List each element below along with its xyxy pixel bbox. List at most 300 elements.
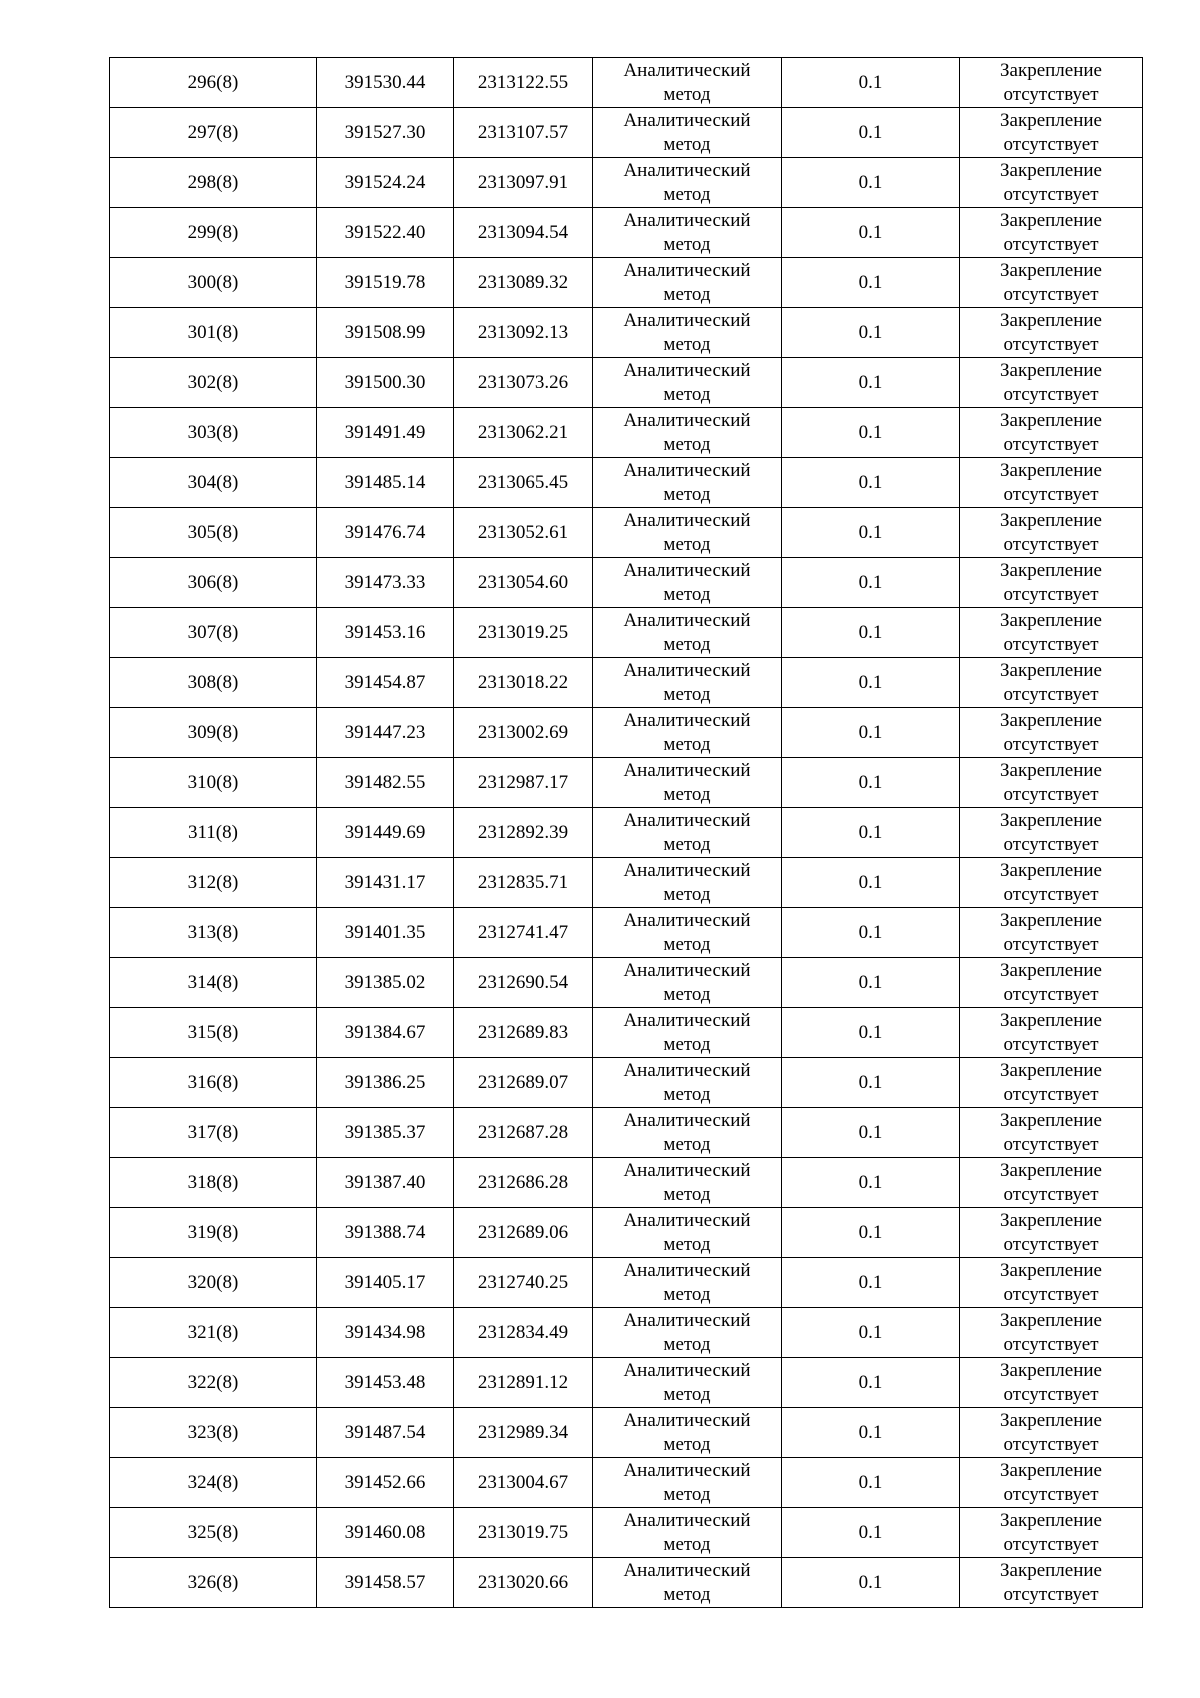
fixation-cell-text: Закрепление отсутствует (1000, 759, 1102, 805)
y-coordinate-cell-text: 2312689.83 (477, 1021, 569, 1043)
point-number-cell (110, 1208, 317, 1258)
x-coordinate-cell (317, 1458, 454, 1508)
x-coordinate-cell (317, 658, 454, 708)
point-number-cell (110, 1358, 317, 1408)
fixation-cell-text: Закрепление отсутствует (1000, 309, 1102, 355)
x-coordinate-cell-text: 391522.40 (344, 221, 426, 243)
table-row (110, 308, 1143, 358)
fixation-cell (960, 758, 1143, 808)
method-cell (593, 1208, 782, 1258)
fixation-cell-text: Закрепление отсутствует (1000, 159, 1102, 205)
x-coordinate-cell-text: 391385.02 (344, 971, 426, 993)
point-number-cell-text: 317(8) (187, 1121, 239, 1143)
y-coordinate-cell-text: 2313020.66 (477, 1571, 569, 1593)
accuracy-cell (782, 58, 960, 108)
accuracy-cell (782, 1558, 960, 1608)
table-row (110, 858, 1143, 908)
coordinates-table (109, 57, 1143, 1608)
y-coordinate-cell-text: 2313062.21 (477, 421, 569, 443)
x-coordinate-cell-text: 391482.55 (344, 771, 426, 793)
fixation-cell (960, 658, 1143, 708)
fixation-cell (960, 558, 1143, 608)
accuracy-cell (782, 108, 960, 158)
point-number-cell-text: 313(8) (187, 921, 239, 943)
method-cell-text: Аналитический метод (623, 109, 751, 155)
y-coordinate-cell (454, 1008, 593, 1058)
x-coordinate-cell-text: 391519.78 (344, 271, 426, 293)
x-coordinate-cell-text: 391405.17 (344, 1271, 426, 1293)
point-number-cell-text: 305(8) (187, 521, 239, 543)
fixation-cell (960, 1158, 1143, 1208)
accuracy-cell (782, 1108, 960, 1158)
point-number-cell (110, 1258, 317, 1308)
fixation-cell-text: Закрепление отсутствует (1000, 1559, 1102, 1605)
accuracy-cell-text: 0.1 (858, 1121, 883, 1143)
y-coordinate-cell-text: 2313052.61 (477, 521, 569, 543)
point-number-cell-text: 312(8) (187, 871, 239, 893)
x-coordinate-cell (317, 308, 454, 358)
method-cell-text: Аналитический метод (623, 59, 751, 105)
point-number-cell-text: 308(8) (187, 671, 239, 693)
y-coordinate-cell-text: 2312686.28 (477, 1171, 569, 1193)
table-row (110, 1508, 1143, 1558)
fixation-cell-text: Закрепление отсутствует (1000, 809, 1102, 855)
y-coordinate-cell (454, 608, 593, 658)
fixation-cell-text: Закрепление отсутствует (1000, 1359, 1102, 1405)
accuracy-cell-text: 0.1 (858, 1521, 883, 1543)
x-coordinate-cell-text: 391524.24 (344, 171, 426, 193)
x-coordinate-cell (317, 1558, 454, 1608)
fixation-cell-text: Закрепление отсутствует (1000, 609, 1102, 655)
method-cell-text: Аналитический метод (623, 609, 751, 655)
method-cell (593, 1408, 782, 1458)
y-coordinate-cell (454, 708, 593, 758)
method-cell (593, 358, 782, 408)
y-coordinate-cell-text: 2312687.28 (477, 1121, 569, 1143)
accuracy-cell (782, 958, 960, 1008)
fixation-cell (960, 1458, 1143, 1508)
y-coordinate-cell (454, 558, 593, 608)
x-coordinate-cell (317, 1058, 454, 1108)
y-coordinate-cell-text: 2313092.13 (477, 321, 569, 343)
fixation-cell (960, 108, 1143, 158)
y-coordinate-cell (454, 58, 593, 108)
point-number-cell-text: 296(8) (187, 71, 239, 93)
fixation-cell-text: Закрепление отсутствует (1000, 259, 1102, 305)
x-coordinate-cell (317, 1408, 454, 1458)
method-cell-text: Аналитический метод (623, 159, 751, 205)
fixation-cell-text: Закрепление отсутствует (1000, 1059, 1102, 1105)
point-number-cell (110, 558, 317, 608)
fixation-cell-text: Закрепление отсутствует (1000, 1009, 1102, 1055)
table-row (110, 1558, 1143, 1608)
x-coordinate-cell-text: 391530.44 (344, 71, 426, 93)
fixation-cell (960, 1208, 1143, 1258)
table-row (110, 958, 1143, 1008)
fixation-cell (960, 458, 1143, 508)
x-coordinate-cell-text: 391527.30 (344, 121, 426, 143)
point-number-cell-text: 316(8) (187, 1071, 239, 1093)
fixation-cell (960, 258, 1143, 308)
x-coordinate-cell (317, 358, 454, 408)
x-coordinate-cell-text: 391385.37 (344, 1121, 426, 1143)
accuracy-cell (782, 158, 960, 208)
x-coordinate-cell (317, 758, 454, 808)
fixation-cell-text: Закрепление отсутствует (1000, 409, 1102, 455)
method-cell-text: Аналитический метод (623, 359, 751, 405)
method-cell (593, 458, 782, 508)
x-coordinate-cell-text: 391401.35 (344, 921, 426, 943)
point-number-cell-text: 322(8) (187, 1371, 239, 1393)
fixation-cell-text: Закрепление отсутствует (1000, 59, 1102, 105)
point-number-cell (110, 958, 317, 1008)
method-cell-text: Аналитический метод (623, 1159, 751, 1205)
accuracy-cell-text: 0.1 (858, 1321, 883, 1343)
fixation-cell (960, 1058, 1143, 1108)
method-cell-text: Аналитический метод (623, 1209, 751, 1255)
point-number-cell-text: 311(8) (188, 821, 238, 843)
point-number-cell (110, 1508, 317, 1558)
y-coordinate-cell (454, 758, 593, 808)
table-row (110, 1058, 1143, 1108)
y-coordinate-cell (454, 1558, 593, 1608)
y-coordinate-cell (454, 1108, 593, 1158)
table-row (110, 708, 1143, 758)
method-cell (593, 808, 782, 858)
accuracy-cell-text: 0.1 (858, 1571, 883, 1593)
point-number-cell (110, 608, 317, 658)
x-coordinate-cell (317, 158, 454, 208)
table-row (110, 808, 1143, 858)
y-coordinate-cell-text: 2312989.34 (477, 1421, 569, 1443)
y-coordinate-cell-text: 2312740.25 (477, 1271, 569, 1293)
accuracy-cell-text: 0.1 (858, 371, 883, 393)
point-number-cell-text: 326(8) (187, 1571, 239, 1593)
y-coordinate-cell-text: 2313019.25 (477, 621, 569, 643)
accuracy-cell-text: 0.1 (858, 521, 883, 543)
y-coordinate-cell (454, 1308, 593, 1358)
x-coordinate-cell-text: 391452.66 (344, 1471, 426, 1493)
x-coordinate-cell (317, 1158, 454, 1208)
point-number-cell-text: 301(8) (187, 321, 239, 343)
accuracy-cell (782, 1508, 960, 1558)
point-number-cell (110, 458, 317, 508)
fixation-cell-text: Закрепление отсутствует (1000, 1159, 1102, 1205)
point-number-cell (110, 1108, 317, 1158)
table-row (110, 1158, 1143, 1208)
point-number-cell-text: 321(8) (187, 1321, 239, 1343)
fixation-cell-text: Закрепление отсутствует (1000, 1459, 1102, 1505)
accuracy-cell-text: 0.1 (858, 821, 883, 843)
accuracy-cell-text: 0.1 (858, 971, 883, 993)
y-coordinate-cell-text: 2312741.47 (477, 921, 569, 943)
method-cell-text: Аналитический метод (623, 1259, 751, 1305)
fixation-cell (960, 1558, 1143, 1608)
y-coordinate-cell-text: 2313089.32 (477, 271, 569, 293)
accuracy-cell-text: 0.1 (858, 921, 883, 943)
point-number-cell-text: 309(8) (187, 721, 239, 743)
y-coordinate-cell (454, 158, 593, 208)
x-coordinate-cell (317, 1308, 454, 1358)
x-coordinate-cell (317, 258, 454, 308)
method-cell (593, 1108, 782, 1158)
fixation-cell (960, 58, 1143, 108)
method-cell-text: Аналитический метод (623, 1509, 751, 1555)
y-coordinate-cell (454, 208, 593, 258)
y-coordinate-cell (454, 858, 593, 908)
y-coordinate-cell (454, 508, 593, 558)
y-coordinate-cell (454, 1508, 593, 1558)
x-coordinate-cell (317, 808, 454, 858)
accuracy-cell-text: 0.1 (858, 1471, 883, 1493)
method-cell (593, 208, 782, 258)
y-coordinate-cell-text: 2313004.67 (477, 1471, 569, 1493)
x-coordinate-cell-text: 391487.54 (344, 1421, 426, 1443)
y-coordinate-cell-text: 2313065.45 (477, 471, 569, 493)
table-row (110, 1208, 1143, 1258)
point-number-cell (110, 1158, 317, 1208)
point-number-cell-text: 300(8) (187, 271, 239, 293)
accuracy-cell (782, 1408, 960, 1458)
fixation-cell-text: Закрепление отсутствует (1000, 1409, 1102, 1455)
y-coordinate-cell (454, 108, 593, 158)
accuracy-cell-text: 0.1 (858, 1021, 883, 1043)
fixation-cell (960, 1108, 1143, 1158)
x-coordinate-cell-text: 391386.25 (344, 1071, 426, 1093)
x-coordinate-cell-text: 391476.74 (344, 521, 426, 543)
fixation-cell (960, 308, 1143, 358)
method-cell-text: Аналитический метод (623, 909, 751, 955)
table-row (110, 258, 1143, 308)
coordinates-table-body (110, 58, 1143, 1608)
point-number-cell-text: 299(8) (187, 221, 239, 243)
fixation-cell-text: Закрепление отсутствует (1000, 909, 1102, 955)
x-coordinate-cell-text: 391387.40 (344, 1171, 426, 1193)
accuracy-cell-text: 0.1 (858, 871, 883, 893)
x-coordinate-cell-text: 391485.14 (344, 471, 426, 493)
table-row (110, 408, 1143, 458)
point-number-cell (110, 858, 317, 908)
method-cell (593, 1508, 782, 1558)
x-coordinate-cell-text: 391500.30 (344, 371, 426, 393)
point-number-cell-text: 303(8) (187, 421, 239, 443)
fixation-cell-text: Закрепление отсутствует (1000, 1109, 1102, 1155)
method-cell (593, 658, 782, 708)
x-coordinate-cell (317, 608, 454, 658)
table-row (110, 458, 1143, 508)
point-number-cell (110, 308, 317, 358)
fixation-cell-text: Закрепление отсутствует (1000, 859, 1102, 905)
accuracy-cell-text: 0.1 (858, 621, 883, 643)
y-coordinate-cell (454, 408, 593, 458)
accuracy-cell-text: 0.1 (858, 221, 883, 243)
x-coordinate-cell-text: 391491.49 (344, 421, 426, 443)
point-number-cell (110, 758, 317, 808)
fixation-cell-text: Закрепление отсутствует (1000, 1309, 1102, 1355)
method-cell-text: Аналитический метод (623, 1059, 751, 1105)
accuracy-cell (782, 208, 960, 258)
accuracy-cell-text: 0.1 (858, 121, 883, 143)
y-coordinate-cell (454, 358, 593, 408)
method-cell (593, 1158, 782, 1208)
accuracy-cell (782, 1358, 960, 1408)
fixation-cell (960, 1008, 1143, 1058)
accuracy-cell (782, 1308, 960, 1358)
accuracy-cell-text: 0.1 (858, 421, 883, 443)
point-number-cell (110, 808, 317, 858)
y-coordinate-cell-text: 2313097.91 (477, 171, 569, 193)
fixation-cell (960, 708, 1143, 758)
fixation-cell-text: Закрепление отсутствует (1000, 559, 1102, 605)
x-coordinate-cell (317, 908, 454, 958)
fixation-cell (960, 358, 1143, 408)
x-coordinate-cell-text: 391508.99 (344, 321, 426, 343)
x-coordinate-cell (317, 1258, 454, 1308)
point-number-cell-text: 320(8) (187, 1271, 239, 1293)
table-row (110, 758, 1143, 808)
fixation-cell-text: Закрепление отсутствует (1000, 1209, 1102, 1255)
accuracy-cell (782, 258, 960, 308)
accuracy-cell-text: 0.1 (858, 1371, 883, 1393)
x-coordinate-cell (317, 1508, 454, 1558)
accuracy-cell-text: 0.1 (858, 1421, 883, 1443)
y-coordinate-cell-text: 2312891.12 (477, 1371, 569, 1393)
table-row (110, 1308, 1143, 1358)
accuracy-cell (782, 658, 960, 708)
point-number-cell (110, 1308, 317, 1358)
y-coordinate-cell-text: 2313054.60 (477, 571, 569, 593)
method-cell (593, 558, 782, 608)
x-coordinate-cell (317, 508, 454, 558)
fixation-cell (960, 858, 1143, 908)
accuracy-cell (782, 508, 960, 558)
point-number-cell (110, 658, 317, 708)
table-row (110, 1408, 1143, 1458)
y-coordinate-cell (454, 458, 593, 508)
point-number-cell-text: 323(8) (187, 1421, 239, 1443)
y-coordinate-cell-text: 2312690.54 (477, 971, 569, 993)
point-number-cell (110, 1558, 317, 1608)
method-cell-text: Аналитический метод (623, 1009, 751, 1055)
x-coordinate-cell (317, 708, 454, 758)
x-coordinate-cell-text: 391434.98 (344, 1321, 426, 1343)
table-row (110, 1358, 1143, 1408)
accuracy-cell-text: 0.1 (858, 271, 883, 293)
fixation-cell (960, 1408, 1143, 1458)
method-cell-text: Аналитический метод (623, 759, 751, 805)
point-number-cell (110, 1008, 317, 1058)
method-cell (593, 708, 782, 758)
x-coordinate-cell (317, 1008, 454, 1058)
y-coordinate-cell (454, 258, 593, 308)
y-coordinate-cell-text: 2313094.54 (477, 221, 569, 243)
fixation-cell-text: Закрепление отсутствует (1000, 109, 1102, 155)
x-coordinate-cell (317, 108, 454, 158)
accuracy-cell-text: 0.1 (858, 1171, 883, 1193)
accuracy-cell-text: 0.1 (858, 171, 883, 193)
fixation-cell (960, 1358, 1143, 1408)
y-coordinate-cell (454, 808, 593, 858)
y-coordinate-cell (454, 1158, 593, 1208)
y-coordinate-cell (454, 308, 593, 358)
x-coordinate-cell (317, 858, 454, 908)
x-coordinate-cell (317, 958, 454, 1008)
x-coordinate-cell-text: 391454.87 (344, 671, 426, 693)
x-coordinate-cell-text: 391431.17 (344, 871, 426, 893)
table-row (110, 608, 1143, 658)
accuracy-cell-text: 0.1 (858, 671, 883, 693)
fixation-cell (960, 958, 1143, 1008)
table-row (110, 508, 1143, 558)
y-coordinate-cell (454, 658, 593, 708)
fixation-cell (960, 808, 1143, 858)
y-coordinate-cell-text: 2313002.69 (477, 721, 569, 743)
y-coordinate-cell (454, 1408, 593, 1458)
method-cell-text: Аналитический метод (623, 309, 751, 355)
y-coordinate-cell-text: 2313019.75 (477, 1521, 569, 1543)
y-coordinate-cell (454, 958, 593, 1008)
accuracy-cell-text: 0.1 (858, 571, 883, 593)
accuracy-cell (782, 608, 960, 658)
fixation-cell-text: Закрепление отсутствует (1000, 459, 1102, 505)
method-cell-text: Аналитический метод (623, 209, 751, 255)
method-cell (593, 158, 782, 208)
x-coordinate-cell-text: 391447.23 (344, 721, 426, 743)
x-coordinate-cell-text: 391473.33 (344, 571, 426, 593)
table-row (110, 558, 1143, 608)
x-coordinate-cell (317, 1108, 454, 1158)
point-number-cell-text: 298(8) (187, 171, 239, 193)
fixation-cell-text: Закрепление отсутствует (1000, 959, 1102, 1005)
method-cell (593, 58, 782, 108)
y-coordinate-cell (454, 1058, 593, 1108)
point-number-cell-text: 315(8) (187, 1021, 239, 1043)
x-coordinate-cell-text: 391458.57 (344, 1571, 426, 1593)
method-cell-text: Аналитический метод (623, 1409, 751, 1455)
y-coordinate-cell-text: 2312892.39 (477, 821, 569, 843)
x-coordinate-cell-text: 391460.08 (344, 1521, 426, 1543)
method-cell-text: Аналитический метод (623, 259, 751, 305)
point-number-cell (110, 58, 317, 108)
fixation-cell-text: Закрепление отсутствует (1000, 1259, 1102, 1305)
fixation-cell (960, 158, 1143, 208)
method-cell-text: Аналитический метод (623, 1559, 751, 1605)
method-cell-text: Аналитический метод (623, 1459, 751, 1505)
x-coordinate-cell (317, 408, 454, 458)
x-coordinate-cell-text: 391453.16 (344, 621, 426, 643)
method-cell-text: Аналитический метод (623, 409, 751, 455)
method-cell-text: Аналитический метод (623, 559, 751, 605)
accuracy-cell-text: 0.1 (858, 471, 883, 493)
accuracy-cell (782, 358, 960, 408)
point-number-cell-text: 306(8) (187, 571, 239, 593)
method-cell-text: Аналитический метод (623, 1109, 751, 1155)
point-number-cell (110, 508, 317, 558)
fixation-cell (960, 1308, 1143, 1358)
fixation-cell (960, 908, 1143, 958)
method-cell (593, 508, 782, 558)
method-cell (593, 1358, 782, 1408)
table-row (110, 158, 1143, 208)
point-number-cell-text: 325(8) (187, 1521, 239, 1543)
x-coordinate-cell (317, 58, 454, 108)
fixation-cell-text: Закрепление отсутствует (1000, 709, 1102, 755)
point-number-cell (110, 1408, 317, 1458)
table-row (110, 1458, 1143, 1508)
method-cell (593, 608, 782, 658)
y-coordinate-cell (454, 1258, 593, 1308)
point-number-cell-text: 310(8) (187, 771, 239, 793)
